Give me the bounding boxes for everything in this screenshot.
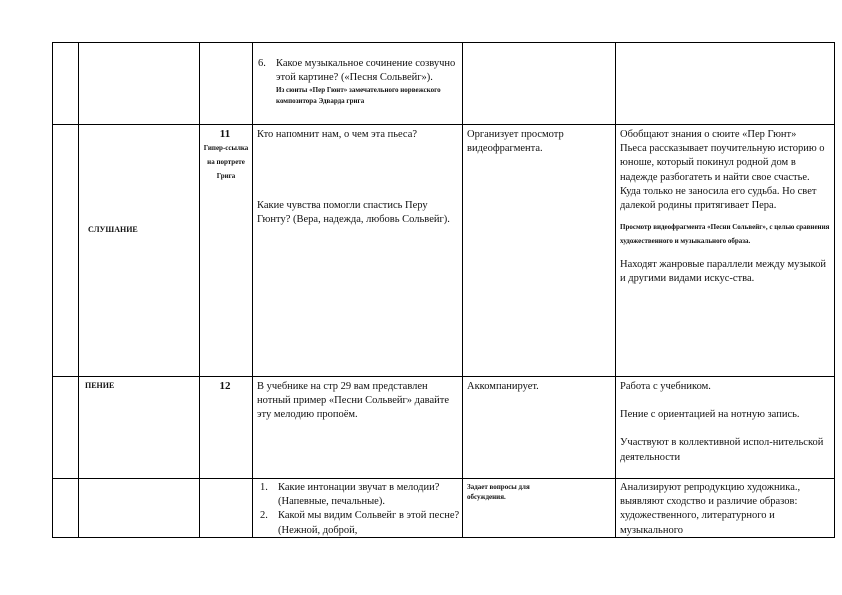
step-number: 12 — [219, 380, 231, 392]
section-listening: СЛУШАНИЕ — [88, 225, 138, 234]
question-item — [260, 509, 460, 537]
row-divider — [52, 376, 835, 377]
column-divider — [462, 42, 463, 538]
row-3-teacher-action: Аккомпанирует. — [467, 381, 539, 392]
question-item — [258, 57, 458, 85]
column-divider — [615, 42, 616, 538]
suite-note: Из сюиты «Пер Гюнт» замечательного норвежского композитора Эдварда грига — [276, 86, 441, 106]
row-2-question-2: Какие чувства помогли спастись Перу Гюнту? (Вера, надежда, любовь Сольвейг). — [257, 200, 450, 226]
table-border-right — [834, 42, 835, 538]
row-divider — [52, 478, 835, 479]
row-1-teacher-questions — [258, 57, 458, 107]
question-number: 1. — [260, 482, 268, 493]
question-text: Какой мы видим Сольвейг в этой песне? (Нежной, доброй, — [278, 510, 460, 536]
portrait-hyperlink[interactable]: Гипер-ссылка на портрете Грига — [203, 144, 249, 180]
student-text: Пение с ориентацией на нотную запись. — [620, 409, 800, 421]
row-4-teacher-action: Задает вопросы для обсуждения. — [467, 483, 530, 501]
lesson-table — [52, 42, 835, 538]
row-divider — [52, 124, 835, 125]
section-singing: ПЕНИЕ — [85, 381, 115, 390]
question-text: Какое музыкальное сочинение созвучно этой картине? («Песня Сольвейг»). — [276, 58, 456, 84]
student-text: Пьеса рассказывает поучительную историю о юноше, который покинул родной дом в надежде разбогатеть и найти свое счастье. Куда только не заносила его судьба. Но свет далекой родины притягивает Пера. — [620, 143, 825, 212]
student-text: Участвуют в коллективной испол-нительской деятельности — [620, 437, 824, 463]
table-border-left — [52, 42, 53, 538]
row-4-student-action: Анализируют репродукцию художника., выявляют сходство и различие образов: художественного, литературного и музыкального — [620, 482, 801, 536]
question-item — [260, 481, 460, 509]
student-text: Находят жанровые параллели между музыкой и другими видами искус-ства. — [620, 259, 826, 285]
question-number: 2. — [260, 510, 268, 522]
step-number: 11 — [219, 128, 231, 140]
table-border-top — [52, 42, 835, 43]
row-4-teacher-questions — [260, 481, 460, 538]
row-3-teacher-questions: В учебнике на стр 29 вам представлен нотный пример «Песни Сольвейг» давайте эту мелодию пропоём. — [257, 381, 450, 421]
column-divider — [252, 42, 253, 538]
column-divider — [199, 42, 200, 538]
question-text: Какие интонации звучат в мелодии? (Напевные, печальные). — [278, 482, 440, 508]
student-text: Работа с учебником. — [620, 381, 711, 392]
student-text: Обобщают знания о сюите «Пер Гюнт» — [620, 129, 797, 140]
row-3-student-action — [620, 380, 830, 465]
row-2-question-1: Кто напомнит нам, о чем эта пьеса? — [257, 129, 418, 140]
student-text: Просмотр видеофрагмента «Песни Сольвейг», с целью сравнения художественного и музыкального образа. — [620, 223, 830, 245]
column-divider — [78, 42, 79, 538]
question-number: 6. — [258, 58, 266, 69]
row-2-teacher-action: Организует просмотр видеофрагмента. — [467, 129, 564, 155]
row-2-student-action — [620, 128, 830, 287]
